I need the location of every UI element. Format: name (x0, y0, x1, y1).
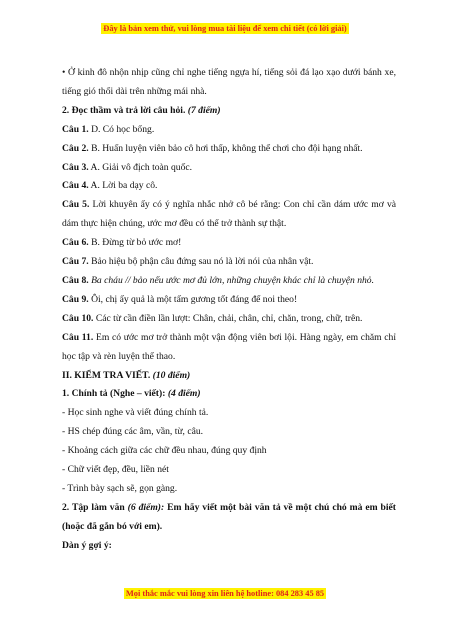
document-body (62, 64, 396, 556)
answer-label: Câu 1. (62, 123, 89, 135)
spelling-points: (4 điểm) (167, 388, 201, 400)
answer-text: D. Có học bổng. (91, 123, 155, 135)
composition-points: (6 điểm): (127, 501, 165, 513)
spelling-criterion: - Khoảng cách giữa các chữ đều nhau, đúng quy định (62, 445, 267, 457)
answer-9 (62, 291, 396, 310)
reading-section-title: 2. Đọc thầm và trả lời câu hỏi. (62, 104, 186, 116)
answer-label: Câu 7. (62, 256, 89, 268)
answer-label: Câu 10. (62, 312, 94, 324)
spelling-title: 1. Chính tả (Nghe – viết): (62, 388, 166, 400)
hotline-footer (0, 589, 450, 598)
outline-title: Dàn ý gợi ý: (62, 539, 112, 551)
answer-1 (62, 121, 396, 140)
composition-prompt: Em hãy viết một bài văn tả về một chú chó mà em biết (hoặc đã gắn bó với em). (62, 501, 396, 532)
writing-section-title: II. KIỂM TRA VIẾT. (62, 369, 151, 381)
answer-label: Câu 9. (62, 293, 89, 305)
answer-label: Câu 6. (62, 237, 89, 249)
answer-label: Câu 5. (62, 199, 90, 211)
hotline-text: Mọi thắc mắc vui lòng xin liên hệ hotline: 084 283 45 85 (125, 589, 325, 598)
answer-text: Em có ước mơ trở thành một vận động viên bơi lội. Hàng ngày, em chăm chỉ học tập và rèn luyện thể thao. (62, 331, 397, 362)
answer-8 (62, 272, 396, 291)
answer-text: B. Huấn luyện viên bảo cô hơi thấp, không thể chơi cho đội hạng nhất. (91, 142, 363, 154)
composition-heading (62, 499, 396, 537)
answer-11 (62, 329, 396, 367)
answer-4 (62, 177, 396, 196)
preview-banner-text: Đây là bản xem thử, vui lòng mua tài liệu để xem chi tiết (có lời giải) (103, 24, 347, 33)
writing-section-points: (10 điểm) (152, 369, 191, 381)
answer-text: Các từ cần điền lần lượt: Chân, chải, chân, chỉ, chăn, trong, chữ, trên. (95, 312, 363, 324)
answer-text: B. Đừng từ bỏ ước mơ! (91, 237, 182, 249)
preview-banner (0, 24, 450, 33)
answer-text: A. Lời ba dạy cô. (90, 180, 158, 192)
answer-label: Câu 8. (62, 274, 89, 286)
reading-section-heading (62, 102, 396, 121)
answer-text: A. Giải vô địch toàn quốc. (90, 161, 193, 173)
spelling-criterion: - Học sinh nghe và viết đúng chính tả. (62, 407, 209, 419)
answer-text: Bảo hiệu bộ phận câu đứng sau nó là lời nói của nhân vật. (91, 256, 314, 268)
answer-10 (62, 310, 396, 329)
answer-2 (62, 140, 396, 159)
reading-section-points: (7 điểm) (187, 104, 221, 116)
intro-paragraph: • Ở kinh đô nhộn nhịp cũng chỉ nghe tiếng ngựa hí, tiếng sỏi đá lạo xạo dưới bánh xe, tiếng gió thổi dài trên những mái nhà. (62, 67, 396, 97)
spelling-heading (62, 385, 396, 404)
answer-label: Câu 3. (62, 161, 89, 173)
answer-6 (62, 234, 396, 253)
answer-3 (62, 159, 396, 178)
answer-label: Câu 11. (62, 331, 94, 343)
answer-text: Ba cháu // bảo nếu ước mơ đủ lớn, những chuyện khác chỉ là chuyện nhỏ. (91, 274, 374, 286)
spelling-criterion: - HS chép đúng các âm, vần, từ, câu. (62, 426, 204, 438)
answer-text: Ôi, chị ấy quả là một tấm gương tốt đáng để noi theo! (91, 293, 298, 305)
answer-text: Lời khuyên ấy có ý nghĩa nhắc nhở cô bé rằng: Con chỉ cần dám ước mơ và dám thực hiện chúng, ước mơ đều có thể trở thành sự thật. (62, 199, 397, 230)
answer-label: Câu 4. (62, 180, 89, 192)
answer-7 (62, 253, 396, 272)
composition-title: 2. Tập làm văn (62, 501, 125, 513)
answer-label: Câu 2. (62, 142, 89, 154)
spelling-criterion: - Trình bày sạch sẽ, gọn gàng. (62, 482, 178, 494)
spelling-criterion: - Chữ viết đẹp, đều, liền nét (62, 464, 169, 476)
writing-section-heading (62, 367, 396, 386)
answer-5 (62, 196, 396, 234)
